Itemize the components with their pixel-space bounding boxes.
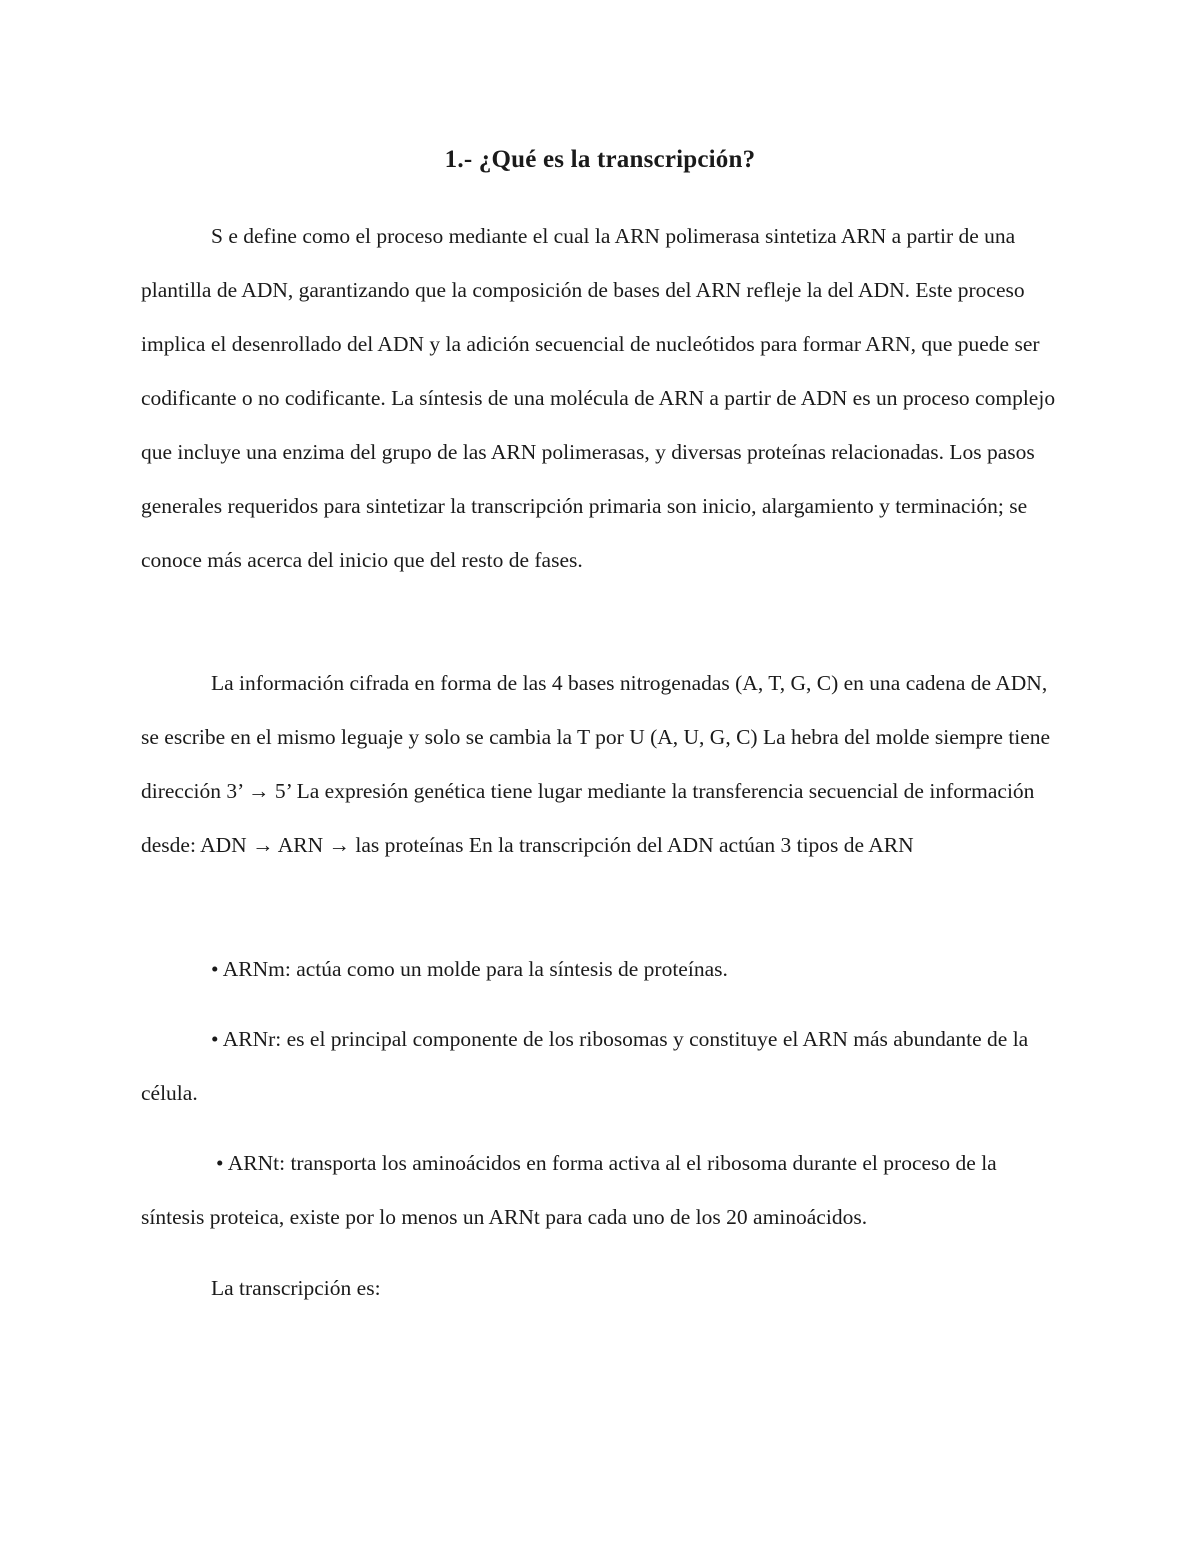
bullet-icon: • [211, 957, 219, 981]
list-item-text: ARNt: transporta los aminoácidos en forma activa al el ribosoma durante el proceso de la síntesis proteica, existe por lo menos un ARNt para cada uno de los 20 aminoácidos. [141, 1151, 997, 1229]
paragraph-text: S e define como el proceso mediante el cual la ARN polimerasa sintetiza ARN a partir de una plantilla de ADN, garantizando que la composición de bases del ARN refleje la del ADN. Este proceso implica el desenrollado del ADN y la adición secuencial de nucleótidos para formar ARN, que puede ser codificante o no codificante. La síntesis de una molécula de ARN a partir de ADN es un proceso complejo que incluye una enzima del grupo de las ARN polimerasas, y diversas proteínas relacionadas. Los pasos generales requeridos para sintetizar la transcripción primaria son inicio, alargamiento y terminación; se conoce más acerca del inicio que del resto de fases. [141, 224, 1056, 572]
list-item-text: ARNr: es el principal componente de los ribosomas y constituye el ARN más abundante de la célula. [141, 1027, 1029, 1105]
paragraph-conclusion [141, 1261, 1061, 1315]
list-item-arnm [141, 942, 1061, 996]
bullet-icon: • [216, 1151, 224, 1175]
bullet-icon: • [211, 1027, 219, 1051]
paragraph-definition [141, 209, 1061, 587]
document-title: 1.- ¿Qué es la transcripción? [444, 146, 756, 173]
paragraph-information [141, 656, 1061, 872]
paragraph-text: La información cifrada en forma de las 4 bases nitrogenadas (A, T, G, C) en una cadena de ADN, se escribe en el mismo leguaje y solo se cambia la T por U (A, U, G, C) La hebra del molde siempre tiene dirección 3’ → 5’ La expresión genética tiene lugar mediante la transferencia secuencial de información desde: ADN → ARN → las proteínas En la transcripción del ADN actúan 3 tipos de ARN [141, 671, 1051, 857]
list-item-arnt [141, 1136, 1061, 1244]
paragraph-text: La transcripción es: [211, 1276, 381, 1300]
list-item-text: ARNm: actúa como un molde para la síntesis de proteínas. [222, 957, 728, 981]
list-item-arnr [141, 1012, 1061, 1120]
